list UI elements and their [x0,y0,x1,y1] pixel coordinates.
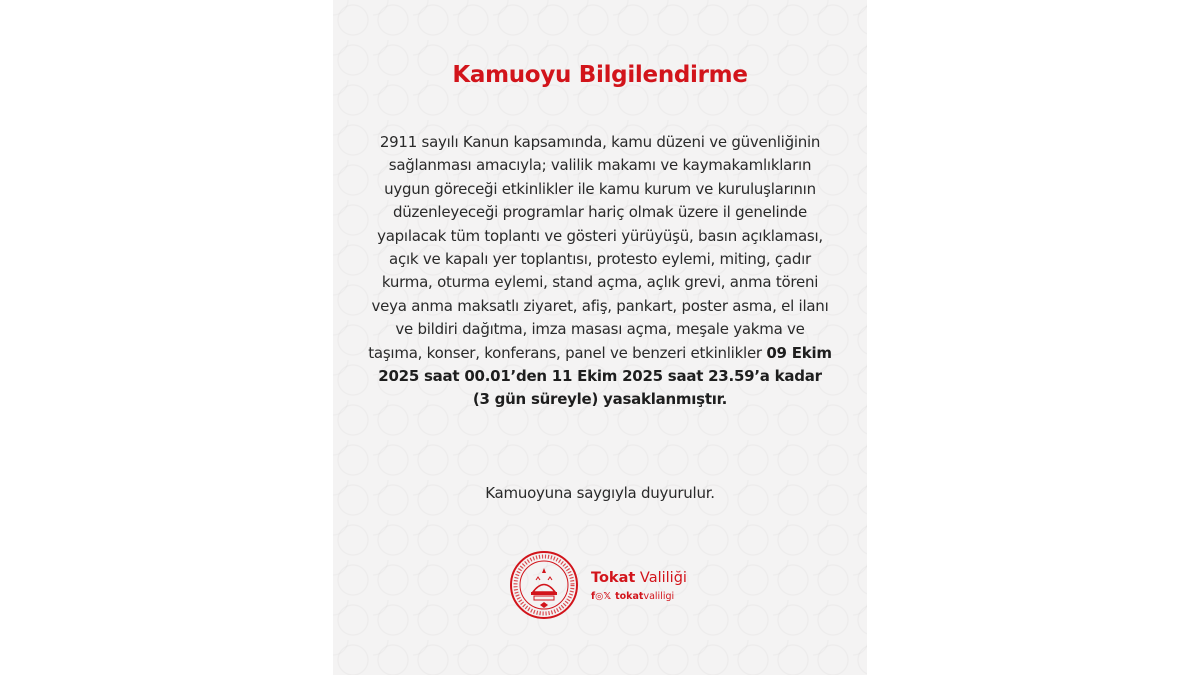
governorship-seal-icon [509,550,579,620]
body-intro: 2911 sayılı Kanun kapsamında, kamu düzeni ve güvenliğinin sağlanması amacıyla; valilik makamı ve kaymakamlıkların uygun göreceği etkinlikler ile kamu kurum ve kuruluşlarının düzenleyeceği programlar hariç olmak üzere il genelinde yapılacak tüm toplantı ve gösteri yürüyüşü, basın açıklaması, açık ve kapalı yer toplantısı, protesto eylemi, miting, çadır kurma, oturma eylemi, stand açma, açlık grevi, anma töreni veya anma maksatlı ziyaret, afiş, pankart, poster asma, el ilanı ve bildiri dağıtma, imza masası açma, meşale yakma ve taşıma, konser, konferans, panel ve benzeri etkinlikler [368,133,829,362]
social-handle: f◎𝕏 tokatvaliligi [591,591,675,602]
body-ban-period: 09 Ekim 2025 saat 00.01’den 11 Ekim 2025 saat 23.59’a kadar (3 gün süreyle) yasaklanmıştır. [378,343,832,409]
announcement-card [333,0,867,675]
announcement-closing: Kamuoyuna saygıyla duyurulur. [485,484,715,502]
footer-signature [509,550,729,620]
brand-name: Tokat Valiliği [591,570,687,586]
announcement-title: Kamuoyu Bilgilendirme [452,62,748,88]
social-media-icons: f◎𝕏 [591,591,612,602]
announcement-body [368,131,832,412]
